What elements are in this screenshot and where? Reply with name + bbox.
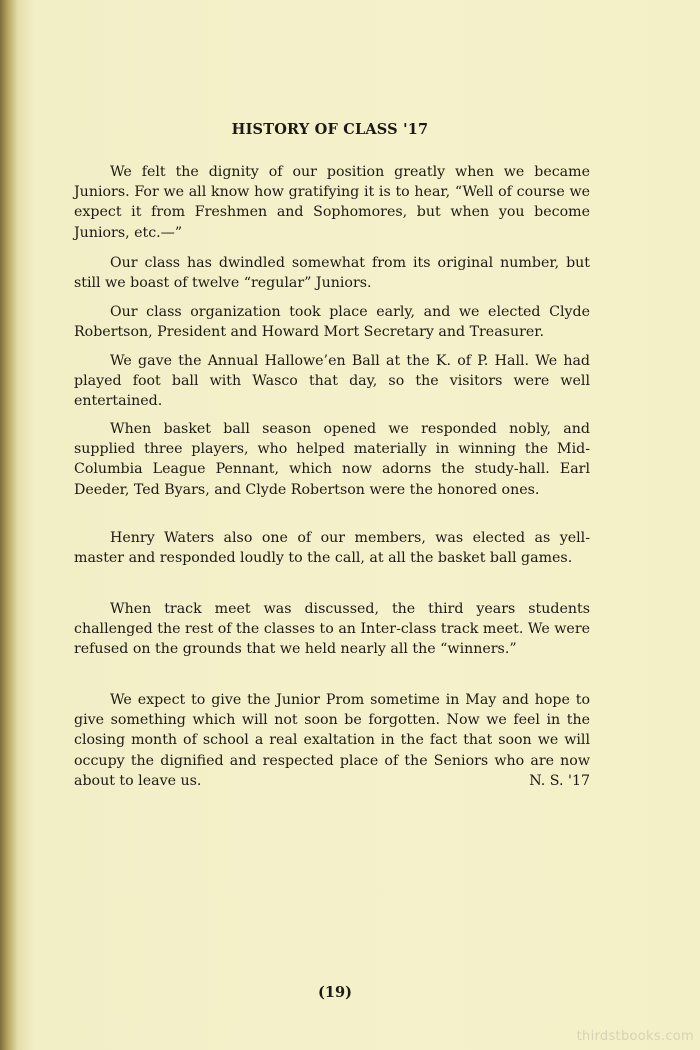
paragraph-basketball: When basket ball season opened we responded nobly, and supplied three players, who helped materially in winning the Mid-Columbia League Pennant, which now adorns the study-hall. Earl Deeder, Ted Byars, and Clyde Robertson were the honored ones. xyxy=(74,421,590,498)
paragraph-yell-master: Henry Waters also one of our members, was elected as yell-master and responded loudly to the call, at all the basket ball games. xyxy=(74,530,590,567)
page-title: HISTORY OF CLASS '17 xyxy=(231,121,429,138)
paragraph-junior-prom-text: We expect to give the Junior Prom sometime in May and hope to give something which will not soon be forgotten. Now we feel in the closing month of school a real exaltation in the fact that soon we will occupy the dignified and respected place of the Seniors who are now about to leave us. xyxy=(74,692,590,789)
paragraph-class-size: Our class has dwindled somewhat from its original number, but still we boast of twelve “regular” Juniors. xyxy=(74,255,590,292)
paragraph-halloween-ball: We gave the Annual Hallowe’en Ball at the K. of P. Hall. We had played foot ball with Wasco that day, so the visitors were well entertained. xyxy=(74,353,590,410)
paragraph-juniors: We felt the dignity of our position greatly when we became Juniors. For we all know how gratifying it is to hear, “Well of course we expect it from Freshmen and Sophomores, but when you become Juniors, etc.—” xyxy=(74,164,590,241)
paragraph-organization: Our class organization took place early, and we elected Clyde Robertson, President and Howard Mort Secretary and Treasurer. xyxy=(74,304,590,341)
paragraph-track-meet: When track meet was discussed, the third years students challenged the rest of the classes to an Inter-class track meet. We were refused on the grounds that we held nearly all the “winners.” xyxy=(74,601,590,658)
author-signature: N. S. '17 xyxy=(529,772,590,789)
watermark: thirdstbooks.com xyxy=(576,1029,694,1044)
paragraph-junior-prom xyxy=(74,690,590,791)
page-number: (19) xyxy=(318,984,352,1001)
